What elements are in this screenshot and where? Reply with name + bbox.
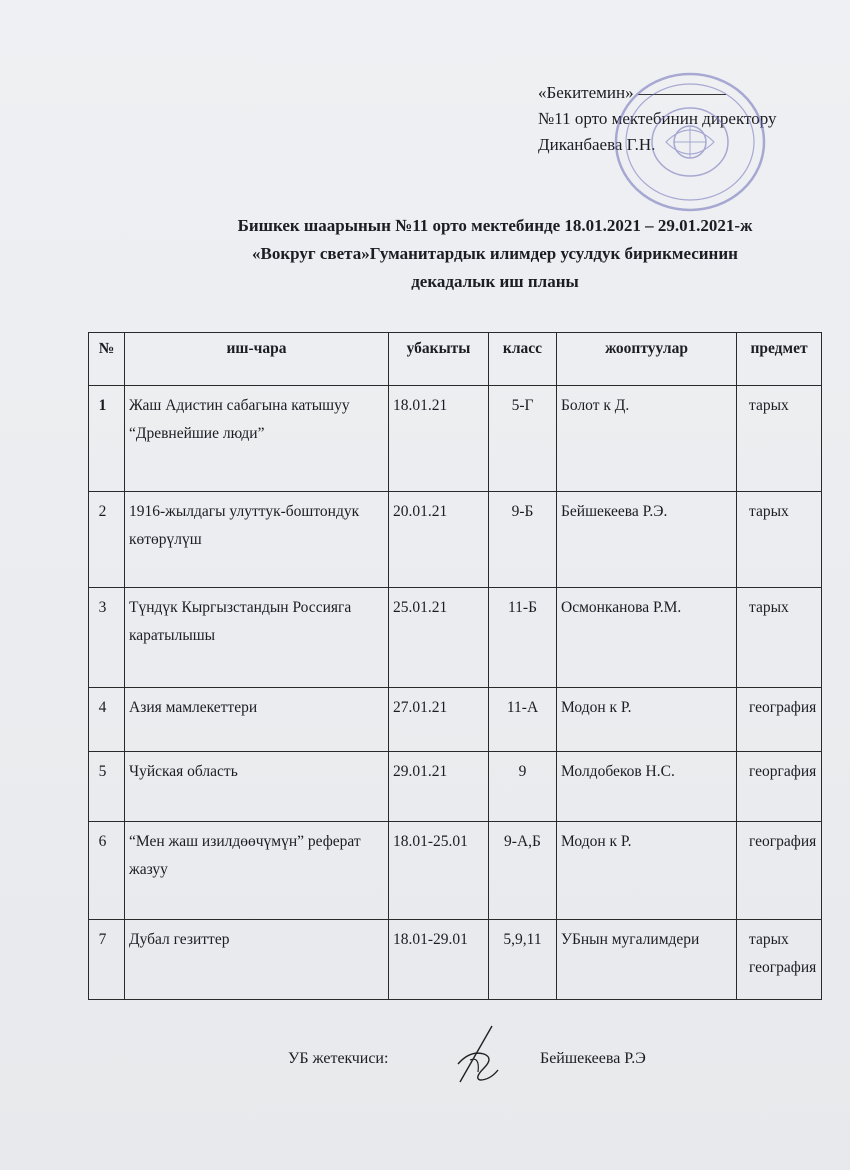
handwritten-signature xyxy=(440,1020,530,1090)
approval-position: №11 орто мектебинин директору xyxy=(538,109,777,128)
row-number: 7 xyxy=(89,920,125,1000)
row-subject: тарых география xyxy=(737,920,822,1000)
row-responsible: Модон к Р. xyxy=(557,688,737,752)
heading-line-1: Бишкек шаарынын №11 орто мектебинде 18.01.2021 – 29.01.2021-ж xyxy=(237,216,753,235)
row-class: 5-Г xyxy=(489,386,557,492)
row-responsible: Осмонканова Р.М. xyxy=(557,588,737,688)
row-event: Түндүк Кыргызстандын Россияга каратылышы xyxy=(125,588,389,688)
row-event: 1916-жылдагы улуттук-боштондук көтөрүлүш xyxy=(125,492,389,588)
row-class: 9-Б xyxy=(489,492,557,588)
footer-name: Бейшекеева Р.Э xyxy=(540,1050,646,1067)
row-number: 2 xyxy=(89,492,125,588)
header-number: № xyxy=(89,333,125,386)
row-number: 1 xyxy=(89,386,125,492)
header-responsible: жооптуулар xyxy=(557,333,737,386)
row-event: Чуйская область xyxy=(125,752,389,822)
heading-line-3: декадалык иш планы xyxy=(411,272,579,291)
row-responsible: Бейшекеева Р.Э. xyxy=(557,492,737,588)
plan-table xyxy=(88,332,822,1000)
round-seal-stamp xyxy=(610,68,770,216)
table-row xyxy=(89,386,822,492)
footer-role: УБ жетекчиси: xyxy=(288,1050,389,1067)
row-event: Азия мамлекеттери xyxy=(125,688,389,752)
row-date: 18.01.21 xyxy=(389,386,489,492)
row-date: 25.01.21 xyxy=(389,588,489,688)
row-number: 6 xyxy=(89,822,125,920)
table-header-row xyxy=(89,333,822,386)
header-class: класс xyxy=(489,333,557,386)
row-date: 18.01-29.01 xyxy=(389,920,489,1000)
row-responsible: Модон к Р. xyxy=(557,822,737,920)
approval-title: «Бекитемин» xyxy=(538,80,776,106)
row-subject: тарых xyxy=(737,492,822,588)
row-event: Жаш Адистин сабагына катышуу “Древнейшие люди” xyxy=(125,386,389,492)
row-class: 5,9,11 xyxy=(489,920,557,1000)
row-responsible: УБнын мугалимдери xyxy=(557,920,737,1000)
row-date: 29.01.21 xyxy=(389,752,489,822)
table-row xyxy=(89,588,822,688)
heading-line-2: «Вокруг света»Гуманитардык илимдер усулдук бирикмесинин xyxy=(252,244,738,263)
row-number: 5 xyxy=(89,752,125,822)
header-subject: предмет xyxy=(737,333,822,386)
row-event: “Мен жаш изилдөөчүмүн” реферат жазуу xyxy=(125,822,389,920)
row-subject: георгафия xyxy=(737,752,822,822)
row-number: 4 xyxy=(89,688,125,752)
row-subject: география xyxy=(737,822,822,920)
row-responsible: Молдобеков Н.С. xyxy=(557,752,737,822)
row-class: 9 xyxy=(489,752,557,822)
row-date: 27.01.21 xyxy=(389,688,489,752)
row-date: 18.01-25.01 xyxy=(389,822,489,920)
document-heading xyxy=(170,212,820,296)
header-event: иш-чара xyxy=(125,333,389,386)
row-class: 11-Б xyxy=(489,588,557,688)
header-date: убакыты xyxy=(389,333,489,386)
table-row xyxy=(89,688,822,752)
table-row xyxy=(89,822,822,920)
row-subject: география xyxy=(737,688,822,752)
table-row xyxy=(89,492,822,588)
row-class: 11-А xyxy=(489,688,557,752)
row-number: 3 xyxy=(89,588,125,688)
table-row xyxy=(89,752,822,822)
table-row xyxy=(89,920,822,1000)
row-class: 9-А,Б xyxy=(489,822,557,920)
row-date: 20.01.21 xyxy=(389,492,489,588)
row-subject: тарых xyxy=(737,588,822,688)
row-event: Дубал гезиттер xyxy=(125,920,389,1000)
approval-director-name: Диканбаева Г.Н. xyxy=(538,135,656,154)
row-subject: тарых xyxy=(737,386,822,492)
row-responsible: Болот к Д. xyxy=(557,386,737,492)
